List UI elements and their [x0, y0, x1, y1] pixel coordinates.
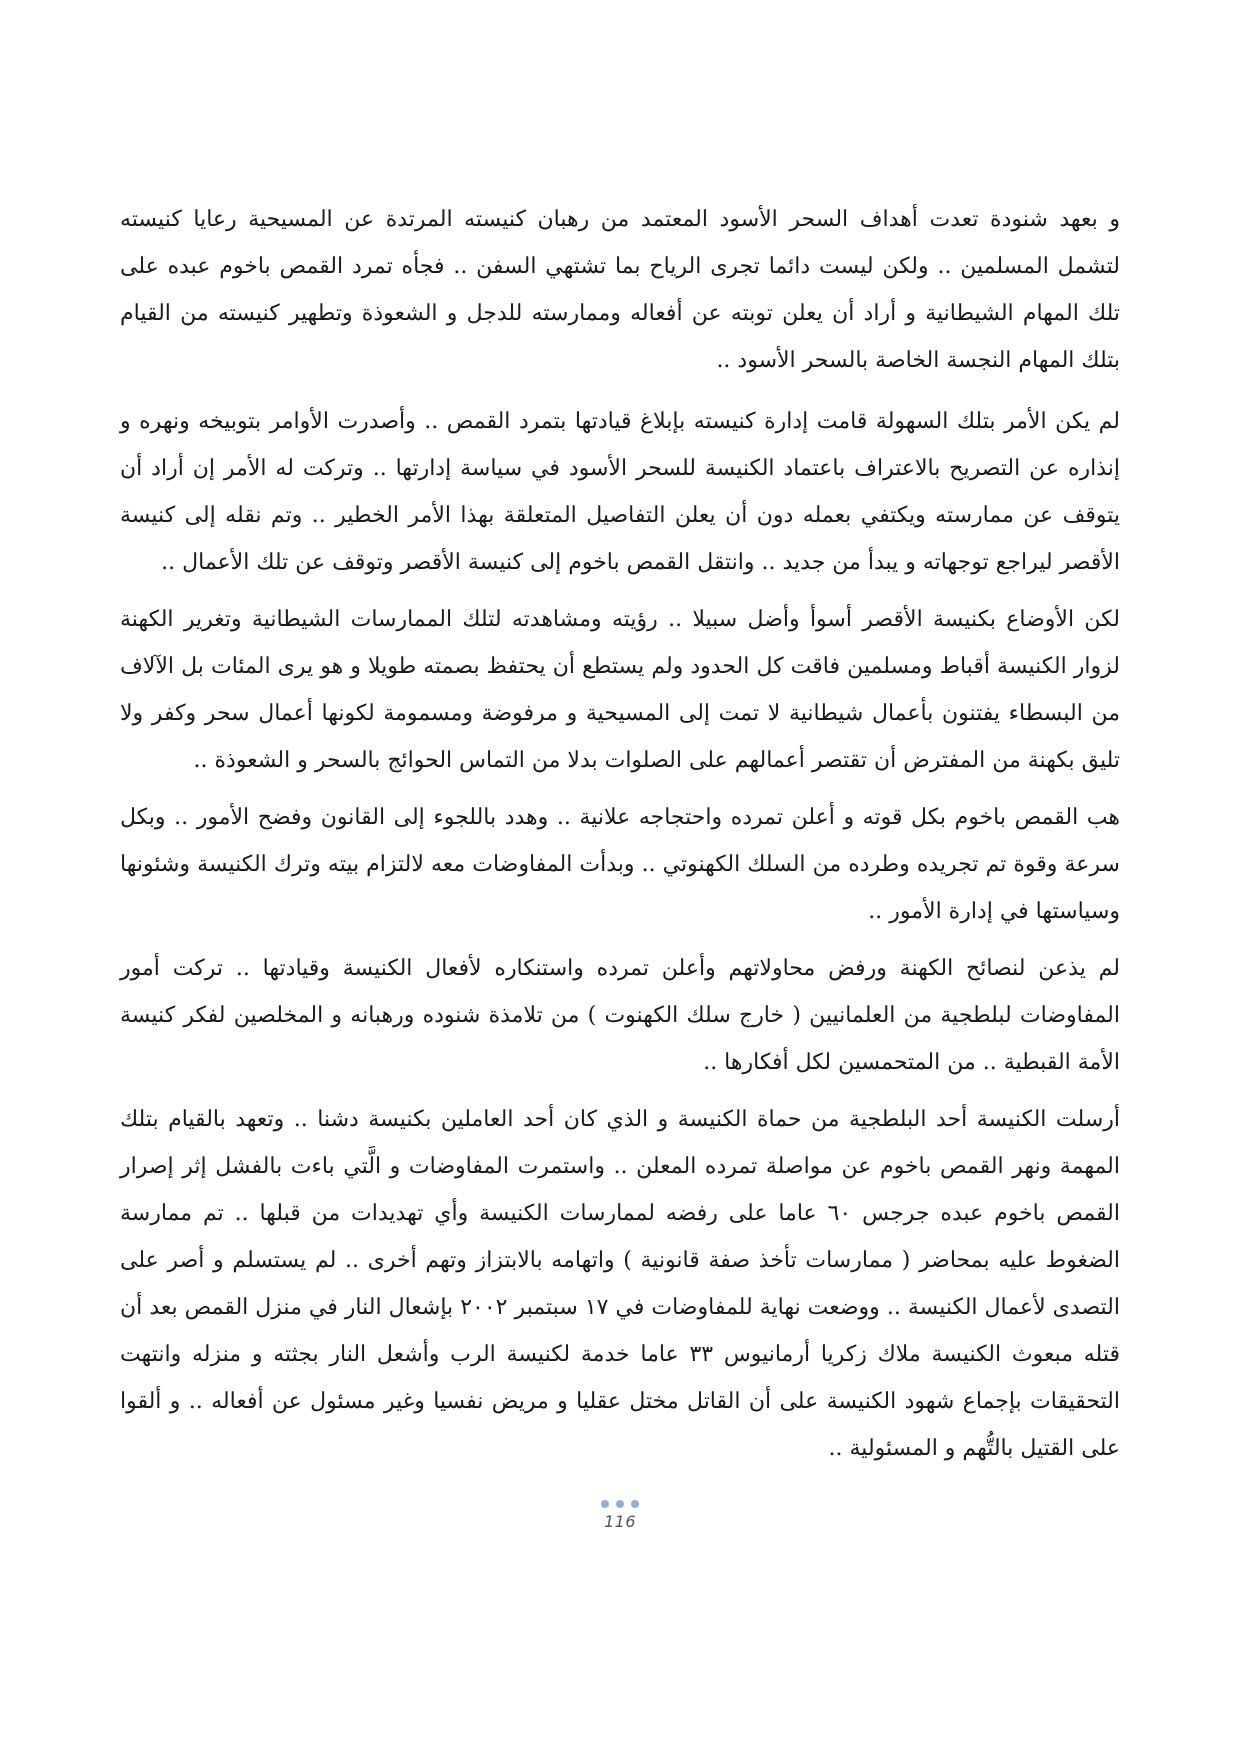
dot-icon: [616, 1500, 624, 1508]
paragraph: لم يذعن لنصائح الكهنة ورفض محاولاتهم وأعلن تمرده واستنكاره لأفعال الكنيسة وقيادتها .. تركت أمور المفاوضات لبلطجية من العلمانيين ( خارج سلك الكهنوت ) من تلامذة شنوده ورهبانه و المخلصين لفكر كنيسة الأمة القبطية .. من المتحمسين لكل أفكارها ..: [120, 956, 1120, 1075]
dot-icon: [601, 1500, 609, 1508]
page-number: 116: [603, 1512, 637, 1531]
paragraph: و بعهد شنودة تعدت أهداف السحر الأسود المعتمد من رهبان كنيسته المرتدة عن المسيحية رعايا كنيسته لتشمل المسلمين .. ولكن ليست دائما تجرى الرياح بما تشتهي السفن .. فجأه تمرد القمص باخوم عبده على تلك المهام الشيطانية و أراد أن يعلن توبته عن أفعاله وممارسته للدجل و الشعوذة وتطهير كنيسته من القيام بتلك المهام النجسة الخاصة بالسحر الأسود ..: [120, 207, 1121, 373]
paragraph: لكن الأوضاع بكنيسة الأقصر أسوأ وأضل سبيلا .. رؤيته ومشاهدته لتلك الممارسات الشيطانية وتغرير الكهنة لزوار الكنيسة أقباط ومسلمين فاقت كل الحدود ولم يستطع أن يحتفظ بصمته طويلا و هو يرى المئات بل الآلاف من البسطاء يفتنون بأعمال شيطانية لا تمت إلى المسيحية و مرفوضة ومسمومة لكونها أعمال سحر وكفر ولا تليق بكهنة من المفترض أن تقتصر أعمالهم على الصلوات بدلا من التماس الحوائج بالسحر و الشعوذة ..: [120, 607, 1120, 773]
page-footer: [0, 1500, 1240, 1531]
dot-icon: [631, 1500, 639, 1508]
body-text: [120, 196, 1120, 1482]
paragraph: لم يكن الأمر بتلك السهولة قامت إدارة كنيسته بإبلاغ قيادتها بتمرد القمص .. وأصدرت الأوامر بتوبيخه ونهره و إنذاره عن التصريح بالاعتراف باعتماد الكنيسة للسحر الأسود في سياسة إدارتها .. وتركت له الأمر إن أراد أن يتوقف عن ممارسته ويكتفي بعمله دون أن يعلن التفاصيل المتعلقة بهذا الأمر الخطير .. وتم نقله إلى كنيسة الأقصر ليراجع توجهاته و يبدأ من جديد .. وانتقل القمص باخوم إلى كنيسة الأقصر وتوقف عن تلك الأعمال ..: [120, 409, 1120, 575]
paragraph: هب القمص باخوم بكل قوته و أعلن تمرده واحتجاجه علانية .. وهدد باللجوء إلى القانون وفضح الأمور .. وبكل سرعة وقوة تم تجريده وطرده من السلك الكهنوتي .. وبدأت المفاوضات معه لالتزام بيته وترك الكنيسة وشئونها وسياستها في إدارة الأمور ..: [120, 805, 1120, 924]
paragraph: أرسلت الكنيسة أحد البلطجية من حماة الكنيسة و الذي كان أحد العاملين بكنيسة دشنا .. وتعهد بالقيام بتلك المهمة ونهر القمص باخوم عن مواصلة تمرده المعلن .. واستمرت المفاوضات و الَّتي باءت بالفشل إثر إصرار القمص باخوم عبده جرجس ٦٠ عاما على رفضه لممارسات الكنيسة وأي تهديدات من قبلها .. تم ممارسة الضغوط عليه بمحاضر ( ممارسات تأخذ صفة قانونية ) واتهامه بالابتزاز وتهم أخرى .. لم يستسلم و أصر على التصدى لأعمال الكنيسة .. ووضعت نهاية للمفاوضات في ١٧ سبتمبر ٢٠٠٢ بإشعال النار في منزل القمص بعد أن قتله مبعوث الكنيسة ملاك زكريا أرمانيوس ٣٣ عاما خدمة لكنيسة الرب وأشعل النار بجثته و منزله وانتهت التحقيقات بإجماع شهود الكنيسة على أن القاتل مختل عقليا و مريض نفسيا وغير مسئول عن أفعاله .. و ألقوا على القتيل بالتُّهم و المسئولية ..: [120, 1107, 1120, 1461]
footer-dots-ornament: [0, 1500, 1240, 1510]
